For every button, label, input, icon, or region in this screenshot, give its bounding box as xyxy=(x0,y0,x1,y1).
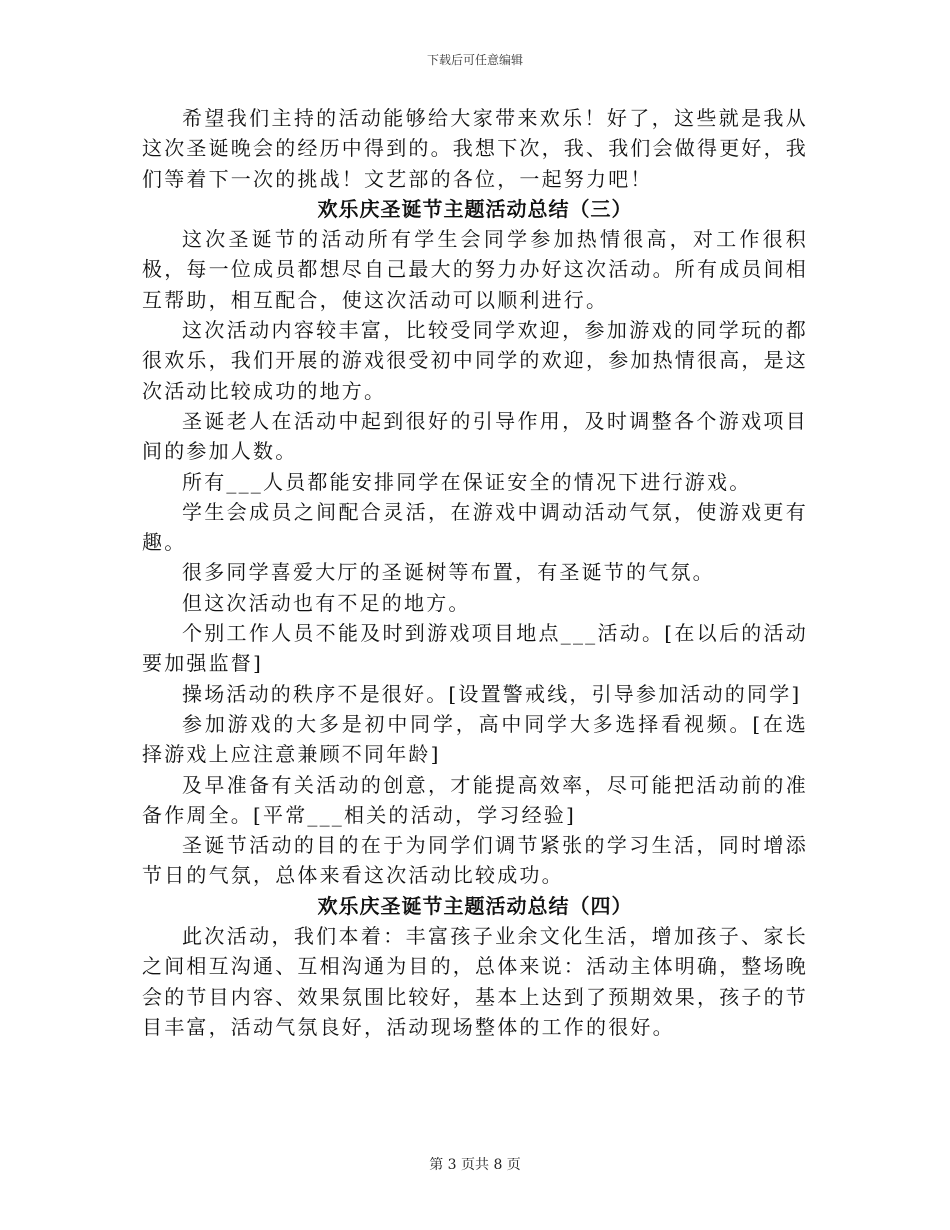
paragraph: 学生会成员之间配合灵活，在游戏中调动活动气氛，使游戏更有趣。 xyxy=(142,499,808,555)
paragraph: 希望我们主持的活动能够给大家带来欢乐！好了，这些就是我从这次圣诞晚会的经历中得到的。我想下次，我、我们会做得更好，我们等着下一次的挑战！文艺部的各位，一起努力吧！ xyxy=(142,106,808,191)
page-header: 下载后可任意编辑 xyxy=(426,53,523,67)
paragraph: 很多同学喜爱大厅的圣诞树等布置，有圣诞节的气氛。 xyxy=(182,560,715,585)
paragraph: 但这次活动也有不足的地方。 xyxy=(182,590,471,615)
paragraph: 操场活动的秩序不是很好。[设置警戒线，引导参加活动的同学] xyxy=(182,681,802,706)
page-footer: 第 3 页共 8 页 xyxy=(429,1157,521,1173)
paragraph: 这次圣诞节的活动所有学生会同学参加热情很高，对工作很积极，每一位成员都想尽自己最大的努力办好这次活动。所有成员间相互帮助，相互配合，使这次活动可以顺利进行。 xyxy=(142,227,808,312)
paragraph: 个别工作人员不能及时到游戏项目地点___活动。[在以后的活动要加强监督] xyxy=(142,621,808,676)
paragraph: 此次活动，我们本着：丰富孩子业余文化生活，增加孩子、家长之间相互沟通、互相沟通为目的，总体来说：活动主体明确，整场晚会的节目内容、效果氛围比较好，基本上达到了预期效果，孩子的节目丰富，活动气氛良好，活动现场整体的工作的很好。 xyxy=(142,924,808,1039)
paragraph: 圣诞节活动的目的在于为同学们调节紧张的学习生活，同时增添节日的气氛，总体来看这次活动比较成功。 xyxy=(142,833,808,888)
paragraph: 参加游戏的大多是初中同学，高中同学大多选择看视频。[在选择游戏上应注意兼顾不同年龄] xyxy=(142,711,808,767)
paragraph: 这次活动内容较丰富，比较受同学欢迎，参加游戏的同学玩的都很欢乐，我们开展的游戏很受初中同学的欢迎，参加热情很高，是这次活动比较成功的地方。 xyxy=(142,318,808,403)
paragraph: 所有___人员都能安排同学在保证安全的情况下进行游戏。 xyxy=(182,469,752,494)
section-heading: 欢乐庆圣诞节主题活动总结（四） xyxy=(317,893,633,918)
paragraph: 圣诞老人在活动中起到很好的引导作用，及时调整各个游戏项目间的参加人数。 xyxy=(142,408,808,464)
section-heading: 欢乐庆圣诞节主题活动总结（三） xyxy=(317,196,633,221)
paragraph: 及早准备有关活动的创意，才能提高效率，尽可能把活动前的准备作周全。[平常___相关的活动，学习经验] xyxy=(142,772,808,827)
document-body xyxy=(142,103,808,1042)
